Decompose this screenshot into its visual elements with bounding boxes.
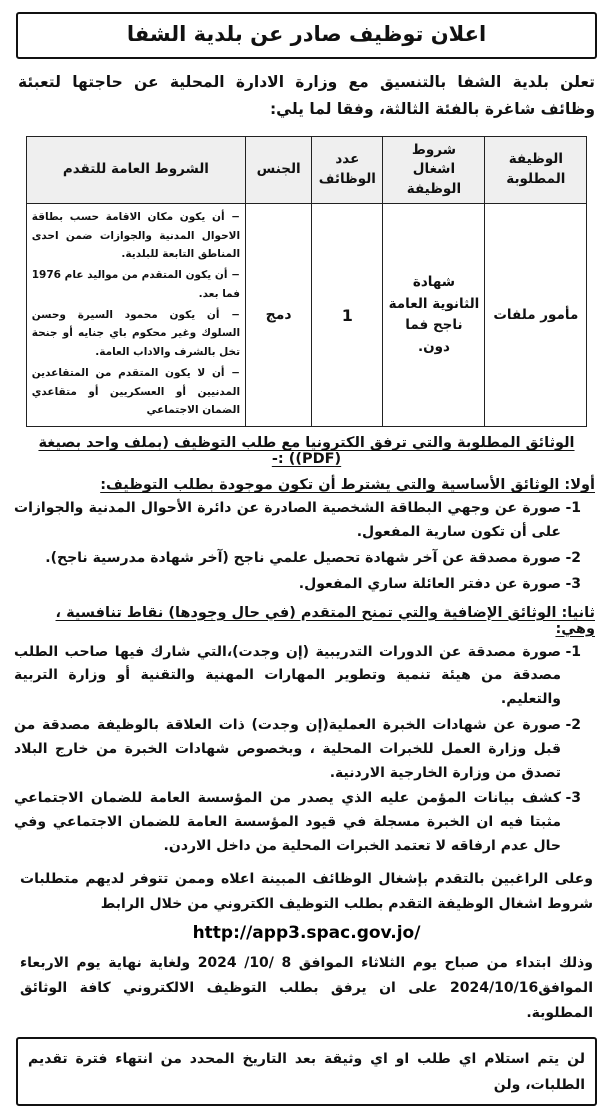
- list-item: 3- صورة عن دفتر العائلة ساري المفعول.: [298, 575, 581, 592]
- title-box: [16, 12, 597, 59]
- list-item-text: صورة عن وجهي البطاقة الشخصية الصادرة عن دائرة الأحوال المدنية والجوازات على أن تكون سارية المفعول.: [14, 500, 561, 541]
- list-item: − أن يكون المتقدم من مواليد عام 1976 فما بعد.: [31, 269, 241, 300]
- table-header-row: [26, 136, 587, 204]
- list-item: 2- صورة مصدقة عن آخر شهادة تحصيل علمي ناجح (آخر شهادة مدرسية ناجح).: [45, 549, 581, 566]
- list-item-text: صورة مصدقة عن آخر شهادة تحصيل علمي ناجح (آخر شهادة مدرسية ناجح).: [45, 549, 561, 566]
- list-item: − أن يكون مكان الاقامة حسب بطاقة الاحوال المدنية والجوازات ضمن احدى المناطق التابعة للبلدية.: [31, 211, 241, 260]
- cell-gender: دمج: [246, 204, 312, 427]
- jobs-table: [26, 136, 588, 428]
- th-gender: الجنس: [246, 136, 312, 204]
- section-two-heading-text: ثانيا: الوثائق الإضافية والتي تمنح المتقدم (في حال وجودها) نقاط تنافسية ، وهي:: [55, 604, 595, 637]
- th-general-conditions: الشروط العامة للتقدم: [26, 136, 245, 204]
- list-item: − أن يكون محمود السيرة وحسن السلوك وغير محكوم باي جنايه أو جنحة تخل بالشرف والاداب العامة.: [31, 309, 241, 358]
- general-conditions-list: [32, 208, 240, 419]
- general-condition-text: أن يكون محمود السيرة وحسن السلوك وغير محكوم باي جنايه أو جنحة تخل بالشرف والاداب العامة.: [31, 309, 241, 358]
- general-condition-text: أن يكون المتقدم من مواليد عام 1976 فما بعد.: [31, 269, 241, 300]
- section-one-list: [14, 497, 595, 596]
- list-item-text: صورة مصدقة عن الدورات التدريبية (إن وجدت)،التي شارك فيها صاحب الطلب مصدقة من هيئة تنمية وتطوير المهارات المهنية والتقنية أو وزارة التربية والتعليم.: [14, 643, 561, 708]
- application-link[interactable]: http://app3.spac.gov.jo/: [192, 923, 421, 944]
- cell-general-conditions: [26, 204, 245, 427]
- dates-paragraph: وذلك ابتداء من صباح يوم الثلاثاء الموافق 8 /10/ 2024 ولغاية نهاية يوم الاربعاء الموافق2024/10/16 على ان يرفق بطلب التوظيف الالكتروني كافة الوثائق المطلوبة.: [20, 955, 593, 1022]
- page-title: اعلان توظيف صادر عن بلدية الشفا: [126, 22, 487, 46]
- cell-job-title: مأمور ملفات: [485, 204, 587, 427]
- intro-paragraph: تعلن بلدية الشفا بالتنسيق مع وزارة الادارة المحلية عن حاجتها لتعبئة وظائف شاغرة بالفئة الثالثة، وفقا لما يلي:: [18, 73, 595, 119]
- section-one-heading-text: أولا: الوثائق الأساسية والتي يشترط أن تكون موجودة بطلب التوظيف:: [100, 477, 595, 494]
- general-condition-text: أن يكون مكان الاقامة حسب بطاقة الاحوال المدنية والجوازات ضمن احدى المناطق التابعة للبلدية.: [31, 211, 241, 260]
- apply-instructions-paragraph: وعلى الراغبين بالتقدم بإشغال الوظائف المبينة اعلاه وممن تتوفر لديهم متطلبات شروط اشغال الوظيفة التقدم بطلب التوظيف الكتروني من خلال الرابط: [20, 870, 593, 912]
- th-conditions: شروط اشغال الوظيفة: [383, 136, 485, 204]
- list-item: 2- صورة عن شهادات الخبرة العملية(إن وجدت) ذات العلاقة بالوظيفة مصدقة من قبل وزارة العمل للخبرات المحلية ، وبخصوص شهادات الخبرة من خارج البلاد تصدق من وزارة الخارجية الاردنية.: [14, 716, 581, 781]
- cell-job-conditions: شهادة الثانوية العامة ناجح فما دون.: [383, 204, 485, 427]
- section-two-list: [14, 641, 595, 859]
- section-two-heading: [18, 605, 595, 637]
- general-condition-text: أن لا يكون المتقدم من المتقاعدين المدنيين أو العسكريين أو متقاعدي الضمان الاجتماعي: [31, 367, 241, 416]
- footer-note-text: لن يتم استلام اي طلب او اي وثيقة بعد التاريخ المحدد من انتهاء فترة تقديم الطلبات، ولن: [28, 1050, 585, 1093]
- cell-job-count: 1: [312, 204, 383, 427]
- list-item: 1- صورة عن وجهي البطاقة الشخصية الصادرة عن دائرة الأحوال المدنية والجوازات على أن تكون سارية المفعول.: [14, 500, 581, 541]
- section-one-heading: [18, 477, 595, 493]
- footer-note-box: [16, 1037, 597, 1106]
- list-item-text: صورة عن شهادات الخبرة العملية(إن وجدت) ذات العلاقة بالوظيفة مصدقة من قبل وزارة العمل للخبرات المحلية ، وبخصوص شهادات الخبرة من خارج البلاد تصدق من وزارة الخارجية الاردنية.: [14, 716, 561, 781]
- list-item: − أن لا يكون المتقدم من المتقاعدين المدنيين أو العسكريين أو متقاعدي الضمان الاجتماعي: [31, 367, 241, 416]
- list-item-text: كشف بيانات المؤمن عليه الذي يصدر من المؤسسة العامة للضمان الاجتماعي مثبتا فيه ان الخبرة مسجلة في قيود المؤسسة العامة للضمان الاجتماعي وفي حال عدم ارفاقه لا تعتمد الخبرات المحلية من داخل الاردن.: [14, 790, 561, 854]
- list-item-text: صورة عن دفتر العائلة ساري المفعول.: [298, 575, 561, 592]
- list-item: 1- صورة مصدقة عن الدورات التدريبية (إن وجدت)،التي شارك فيها صاحب الطلب مصدقة من هيئة تنمية وتطوير المهارات المهنية والتقنية أو وزارة التربية والتعليم.: [14, 643, 581, 708]
- required-documents-line: الوثائق المطلوبة والتي ترفق الكترونيا مع طلب التوظيف (بملف واحد بصيغة (PDF)) :-: [38, 435, 575, 468]
- th-count: عدد الوظائف: [312, 136, 383, 204]
- list-item: 3- كشف بيانات المؤمن عليه الذي يصدر من المؤسسة العامة للضمان الاجتماعي مثبتا فيه ان الخبرة مسجلة في قيود المؤسسة العامة للضمان الاجتماعي وفي حال عدم ارفاقه لا تعتمد الخبرات المحلية من داخل الاردن.: [14, 790, 581, 854]
- table-row: [26, 204, 587, 427]
- th-job: الوظيفة المطلوبة: [485, 136, 587, 204]
